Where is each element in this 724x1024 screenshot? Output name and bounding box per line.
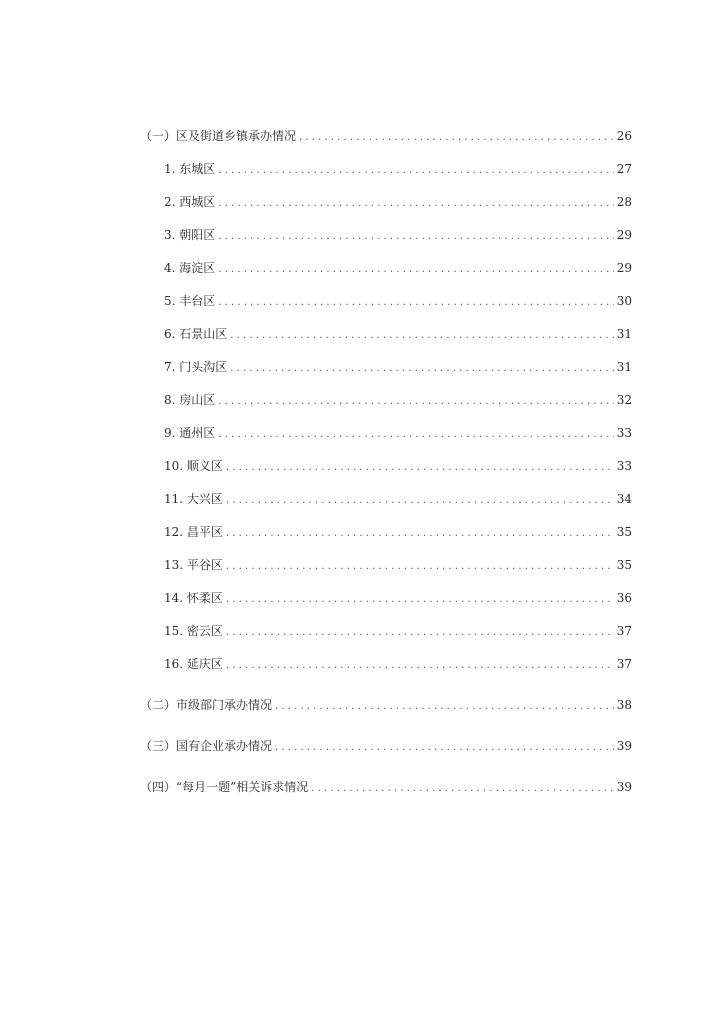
toc-entry-label: 16. 延庆区 (164, 657, 223, 671)
toc-entry-chaoyang[interactable] (164, 227, 632, 245)
dot-leader (226, 625, 614, 641)
toc-entry-shijingshan[interactable] (164, 326, 632, 344)
toc-entry-huairou[interactable] (164, 590, 632, 608)
toc-entry-label: 10. 顺义区 (164, 459, 223, 473)
toc-entry-mentougou[interactable] (164, 359, 632, 377)
toc-entry-fengtai[interactable] (164, 293, 632, 311)
dot-leader (311, 781, 613, 797)
toc-entry-changping[interactable] (164, 524, 632, 542)
toc-entry-section-3[interactable] (140, 738, 632, 756)
toc-entry-section-2[interactable] (140, 697, 632, 715)
toc-entry-tongzhou[interactable] (164, 425, 632, 443)
toc-entry-miyun[interactable] (164, 623, 632, 641)
toc-entry-page-number: 38 (616, 698, 632, 712)
toc-entry-label: （一）区及街道乡镇承办情况 (140, 129, 297, 143)
dot-leader (299, 130, 614, 146)
toc-entry-page-number: 34 (616, 492, 632, 506)
dot-leader (218, 196, 613, 212)
toc-entry-page-number: 27 (616, 162, 632, 176)
toc-entry-page-number: 33 (616, 426, 632, 440)
toc-entry-daxing[interactable] (164, 491, 632, 509)
dot-leader (218, 229, 613, 245)
dot-leader (218, 394, 613, 410)
toc-entry-label: 8. 房山区 (164, 393, 216, 407)
toc-entry-label: （四）“每月一题”相关诉求情况 (140, 780, 309, 794)
toc-entry-label: 9. 通州区 (164, 426, 216, 440)
dot-leader (226, 658, 614, 674)
toc-entry-shunyi[interactable] (164, 458, 632, 476)
dot-leader (230, 328, 613, 344)
toc-entry-fangshan[interactable] (164, 392, 632, 410)
toc-entry-label: 13. 平谷区 (164, 558, 223, 572)
toc-entry-page-number: 39 (616, 739, 632, 753)
toc-entry-label: （三）国有企业承办情况 (140, 739, 273, 753)
toc-entry-page-number: 33 (616, 459, 632, 473)
toc-entry-label: 3. 朝阳区 (164, 228, 216, 242)
toc-entry-dongcheng[interactable] (164, 161, 632, 179)
toc-entry-label: 5. 丰台区 (164, 294, 216, 308)
toc-entry-yanqing[interactable] (164, 656, 632, 674)
toc-entry-label: 7. 门头沟区 (164, 360, 228, 374)
toc-entry-page-number: 39 (616, 780, 632, 794)
toc-entry-xicheng[interactable] (164, 194, 632, 212)
toc-entry-label: 11. 大兴区 (164, 492, 223, 506)
toc-entry-page-number: 29 (616, 261, 632, 275)
toc-entry-pinggu[interactable] (164, 557, 632, 575)
toc-entry-label: 12. 昌平区 (164, 525, 223, 539)
toc-entry-page-number: 30 (616, 294, 632, 308)
dot-leader (226, 592, 614, 608)
toc-entry-page-number: 26 (616, 129, 632, 143)
dot-leader (275, 740, 614, 756)
toc-entry-label: 1. 东城区 (164, 162, 216, 176)
dot-leader (275, 699, 614, 715)
toc-entry-page-number: 32 (616, 393, 632, 407)
dot-leader (226, 526, 614, 542)
toc-entry-label: （二）市级部门承办情况 (140, 698, 273, 712)
dot-leader (226, 559, 614, 575)
toc-entry-section-4[interactable] (140, 779, 632, 797)
toc-entry-page-number: 29 (616, 228, 632, 242)
toc-entry-label: 14. 怀柔区 (164, 591, 223, 605)
dot-leader (230, 361, 613, 377)
toc-entry-page-number: 37 (616, 657, 632, 671)
toc-entry-page-number: 36 (616, 591, 632, 605)
toc-entry-label: 15. 密云区 (164, 624, 223, 638)
toc-entry-label: 4. 海淀区 (164, 261, 216, 275)
toc-entry-label: 2. 西城区 (164, 195, 216, 209)
toc-entry-section-1[interactable] (140, 128, 632, 146)
toc-entry-page-number: 35 (616, 558, 632, 572)
toc-entry-page-number: 28 (616, 195, 632, 209)
toc-entry-page-number: 31 (616, 327, 632, 341)
toc-entry-page-number: 31 (616, 360, 632, 374)
dot-leader (218, 427, 613, 443)
toc-entry-page-number: 35 (616, 525, 632, 539)
toc-entry-label: 6. 石景山区 (164, 327, 228, 341)
toc-entry-haidian[interactable] (164, 260, 632, 278)
dot-leader (218, 295, 613, 311)
dot-leader (226, 493, 614, 509)
toc-entry-page-number: 37 (616, 624, 632, 638)
dot-leader (218, 262, 613, 278)
dot-leader (226, 460, 614, 476)
dot-leader (218, 163, 613, 179)
